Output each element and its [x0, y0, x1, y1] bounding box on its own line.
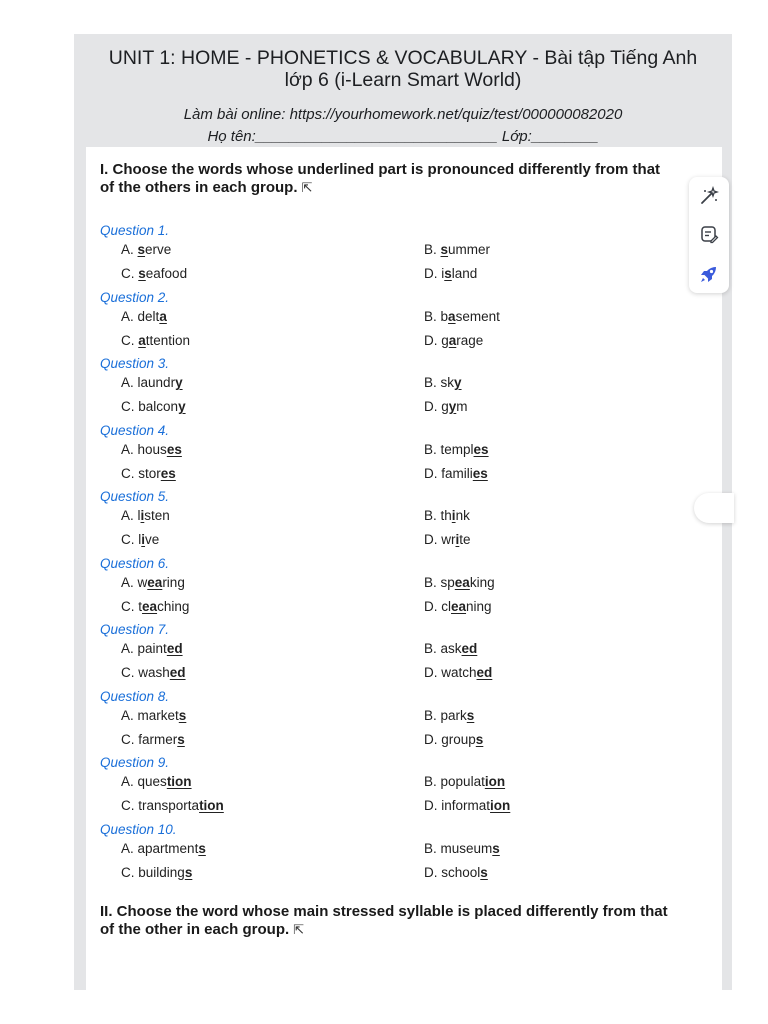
option-text: watch: [441, 665, 477, 680]
option-text: building: [138, 864, 185, 880]
answer-option[interactable]: [424, 466, 488, 481]
answer-option[interactable]: [424, 575, 495, 590]
title-line-1: UNIT 1: HOME - PHONETICS & VOCABULARY - Bài tập Tiếng Anh: [108, 47, 698, 69]
option-text: king: [469, 574, 495, 590]
question-label: Question 8.: [100, 688, 170, 704]
answer-option[interactable]: [121, 665, 186, 680]
option-text: ttention: [145, 332, 191, 348]
question-label: Question 2.: [100, 289, 170, 305]
answer-option[interactable]: [121, 309, 167, 324]
answer-option[interactable]: [424, 266, 477, 281]
worksheet-page: [74, 34, 732, 990]
option-letter: C.: [121, 266, 135, 281]
underlined-part: ion: [490, 798, 511, 813]
option-letter: D.: [424, 864, 438, 880]
option-letter: A.: [121, 840, 134, 856]
underlined-part: a: [138, 332, 146, 348]
side-panel-handle[interactable]: [694, 493, 734, 523]
section-1-title: [100, 161, 700, 197]
page-title: [74, 47, 732, 91]
option-text: sp: [440, 574, 455, 590]
option-letter: A.: [121, 441, 134, 457]
underlined-part: ea: [451, 598, 467, 614]
underlined-part: ed: [476, 665, 493, 680]
option-letter: D.: [424, 465, 438, 481]
answer-option[interactable]: [121, 399, 186, 414]
question-label: Question 3.: [100, 356, 170, 371]
answer-option[interactable]: [121, 532, 159, 547]
option-text: famili: [441, 465, 473, 481]
option-text: l: [137, 508, 141, 523]
option-text: land: [451, 266, 478, 281]
underlined-part: y: [454, 375, 462, 390]
option-text: ques: [137, 774, 167, 789]
option-letter: B.: [424, 308, 437, 324]
option-text: l: [138, 532, 142, 547]
answer-option[interactable]: [121, 266, 187, 281]
answer-option[interactable]: [424, 708, 474, 723]
answer-option[interactable]: [121, 242, 171, 257]
option-letter: C.: [121, 399, 135, 414]
underlined-part: a: [448, 332, 457, 348]
answer-option[interactable]: [121, 774, 192, 789]
answer-option[interactable]: [424, 532, 471, 547]
answer-option[interactable]: [424, 641, 477, 656]
option-letter: C.: [121, 465, 135, 481]
question-label: Question 5.: [100, 489, 170, 504]
option-letter: C.: [121, 598, 135, 614]
answer-option[interactable]: [424, 599, 492, 614]
question-sheet: [86, 147, 722, 990]
option-letter: A.: [121, 641, 134, 656]
answer-option[interactable]: [121, 732, 185, 747]
question-label: Question 6.: [100, 555, 170, 571]
answer-option[interactable]: [121, 708, 186, 723]
underlined-part: s: [475, 731, 484, 747]
answer-option[interactable]: [424, 442, 489, 457]
option-letter: B.: [424, 508, 437, 523]
option-letter: A.: [121, 375, 134, 390]
option-letter: B.: [424, 707, 437, 723]
answer-option[interactable]: [424, 399, 468, 414]
answer-option[interactable]: [121, 575, 185, 590]
underlined-part: es: [160, 465, 176, 481]
answer-option[interactable]: [424, 774, 505, 789]
option-text: i: [441, 266, 445, 281]
answer-option[interactable]: [121, 641, 183, 656]
option-text: nk: [455, 508, 470, 523]
option-text: delt: [137, 308, 160, 324]
option-letter: B.: [424, 242, 437, 257]
underlined-part: i: [141, 532, 146, 547]
option-letter: A.: [121, 774, 134, 789]
title-line-2: lớp 6 (i-Learn Smart World): [284, 69, 522, 91]
underlined-part: y: [448, 399, 457, 414]
answer-option[interactable]: [424, 508, 470, 523]
section-2-line-2: of the other in each group. ⇱: [100, 921, 305, 938]
option-letter: A.: [121, 707, 134, 723]
answer-option[interactable]: [424, 309, 500, 324]
underlined-part: ea: [454, 574, 470, 590]
option-text: sten: [144, 508, 170, 523]
online-link[interactable]: Làm bài online: https://yourhomework.net/quiz/test/000000082020: [183, 106, 623, 123]
underlined-part: s: [480, 864, 488, 880]
underlined-part: es: [472, 465, 488, 481]
answer-option[interactable]: [121, 333, 190, 348]
option-text: laundr: [137, 375, 176, 390]
option-letter: D.: [424, 665, 438, 680]
option-text: balcon: [138, 399, 179, 414]
answer-option[interactable]: [121, 466, 176, 481]
answer-option[interactable]: [121, 375, 183, 390]
option-text: ask: [440, 641, 462, 656]
option-text: w: [137, 574, 148, 590]
underlined-part: ed: [461, 641, 478, 656]
option-letter: B.: [424, 641, 437, 656]
option-letter: A.: [121, 308, 134, 324]
underlined-part: es: [473, 441, 489, 457]
section-2-title: [100, 903, 700, 939]
option-letter: B.: [424, 840, 437, 856]
answer-option[interactable]: [121, 841, 206, 856]
underlined-part: a: [448, 308, 456, 324]
underlined-part: y: [178, 399, 186, 414]
underlined-part: ea: [147, 574, 163, 590]
option-text: cl: [441, 598, 452, 614]
option-text: eafood: [145, 266, 188, 281]
underlined-part: s: [177, 731, 185, 747]
collapse-icon[interactable]: ⇱: [301, 180, 313, 195]
option-text: sk: [440, 375, 455, 390]
option-text: group: [441, 731, 476, 747]
option-letter: D.: [424, 798, 438, 813]
option-text: rage: [456, 332, 484, 348]
answer-option[interactable]: [121, 508, 170, 523]
option-text: m: [456, 399, 468, 414]
answer-option[interactable]: [424, 732, 483, 747]
answer-option[interactable]: [424, 333, 483, 348]
option-letter: D.: [424, 598, 438, 614]
option-text: g: [441, 332, 449, 348]
underlined-part: tion: [166, 774, 192, 789]
answer-option[interactable]: [424, 375, 462, 390]
magic-wand-icon[interactable]: [689, 178, 729, 214]
underlined-part: s: [137, 242, 146, 257]
option-text: ching: [157, 598, 190, 614]
option-text: transporta: [138, 798, 200, 813]
question-label: Question 7.: [100, 622, 170, 637]
option-text: park: [440, 707, 467, 723]
section-2-line-1: II. Choose the word whose main stressed syllable is placed differently from that: [100, 903, 668, 920]
underlined-part: s: [466, 707, 475, 723]
answer-option[interactable]: [424, 841, 500, 856]
option-text: sement: [455, 308, 500, 324]
option-text: wr: [441, 532, 456, 547]
collapse-icon[interactable]: ⇱: [293, 922, 305, 937]
option-letter: D.: [424, 266, 438, 281]
option-letter: C.: [121, 532, 135, 547]
option-text: th: [440, 508, 452, 523]
underlined-part: ea: [142, 598, 158, 614]
option-text: populat: [440, 774, 485, 789]
option-text: market: [137, 707, 179, 723]
question-label: Question 1.: [100, 223, 170, 238]
option-text: museum: [440, 840, 493, 856]
rocket-icon[interactable]: [689, 256, 729, 292]
option-letter: A.: [121, 508, 134, 523]
answer-option[interactable]: [424, 242, 490, 257]
name-class-field: Họ tên:_____________________________ Lớp:________: [207, 128, 599, 145]
underlined-part: i: [140, 508, 145, 523]
option-letter: D.: [424, 399, 438, 414]
option-letter: B.: [424, 574, 437, 590]
option-text: apartment: [137, 840, 199, 856]
option-letter: A.: [121, 242, 134, 257]
option-letter: C.: [121, 864, 135, 880]
question-label: Question 9.: [100, 755, 170, 770]
option-text: hous: [137, 441, 167, 457]
option-text: ummer: [448, 242, 491, 257]
underlined-part: s: [492, 840, 500, 856]
option-letter: A.: [121, 574, 134, 590]
option-text: ring: [162, 574, 185, 590]
option-text: farmer: [138, 731, 178, 747]
answer-option[interactable]: [121, 599, 189, 614]
option-text: erve: [145, 242, 172, 257]
question-label: Question 10.: [100, 821, 177, 837]
underlined-part: s: [184, 864, 193, 880]
option-text: templ: [440, 441, 474, 457]
underlined-part: s: [138, 266, 146, 281]
edit-document-icon[interactable]: [689, 216, 729, 252]
answer-option[interactable]: [121, 442, 182, 457]
answer-option[interactable]: [121, 798, 224, 813]
option-text: stor: [138, 465, 161, 481]
underlined-part: tion: [199, 798, 224, 813]
option-letter: C.: [121, 731, 135, 747]
option-letter: D.: [424, 332, 438, 348]
underlined-part: ion: [484, 774, 506, 789]
answer-option[interactable]: [424, 665, 492, 680]
underlined-part: s: [440, 242, 449, 257]
floating-toolbar: [689, 177, 729, 293]
option-text: school: [441, 864, 481, 880]
underlined-part: s: [444, 266, 452, 281]
option-letter: B.: [424, 375, 437, 390]
option-letter: B.: [424, 774, 437, 789]
underlined-part: i: [451, 508, 456, 523]
underlined-part: s: [198, 840, 206, 856]
answer-option[interactable]: [424, 798, 510, 813]
option-letter: B.: [424, 441, 437, 457]
option-text: paint: [137, 641, 167, 656]
underlined-part: s: [178, 707, 187, 723]
section-1-line-1: I. Choose the words whose underlined part is pronounced differently from that: [100, 161, 661, 178]
underlined-part: es: [166, 441, 182, 457]
option-letter: D.: [424, 731, 438, 747]
option-letter: D.: [424, 532, 438, 547]
option-text: t: [138, 598, 143, 614]
option-letter: C.: [121, 798, 135, 813]
underlined-part: a: [159, 308, 167, 324]
option-letter: C.: [121, 332, 135, 348]
option-text: te: [459, 532, 471, 547]
option-text: b: [440, 308, 449, 324]
underlined-part: ed: [169, 665, 186, 680]
option-text: g: [441, 399, 449, 414]
option-letter: C.: [121, 665, 135, 680]
answer-option[interactable]: [121, 865, 192, 880]
option-text: informat: [441, 798, 491, 813]
section-1-line-2: of the others in each group. ⇱: [100, 179, 313, 196]
underlined-part: i: [455, 532, 460, 547]
underlined-part: ed: [166, 641, 183, 656]
answer-option[interactable]: [424, 865, 488, 880]
option-text: wash: [138, 665, 170, 680]
question-label: Question 4.: [100, 422, 170, 438]
underlined-part: y: [175, 375, 183, 390]
option-text: ning: [466, 598, 492, 614]
option-text: ve: [145, 532, 160, 547]
